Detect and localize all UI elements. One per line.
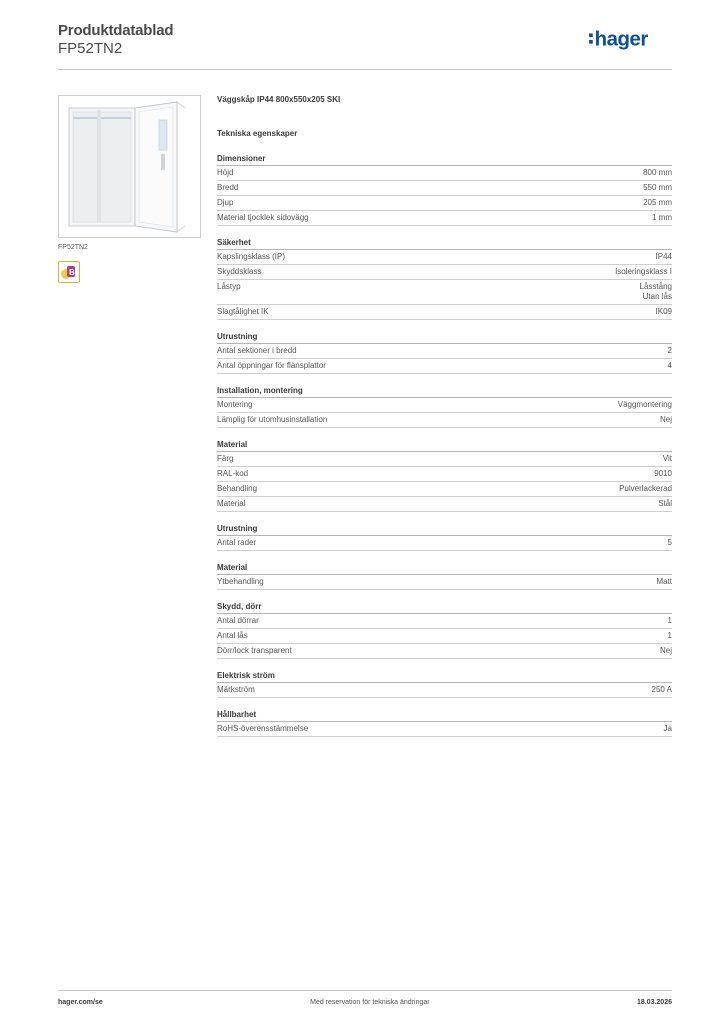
footer-disclaimer: Med reservation för tekniska ändringar — [310, 999, 430, 1006]
spec-row — [217, 575, 672, 590]
spec-value-line: 550 mm — [643, 183, 672, 192]
spec-value — [656, 577, 672, 587]
spec-row — [217, 413, 672, 428]
spec-group-title: Skydd, dörr — [217, 602, 672, 614]
spec-value — [643, 183, 672, 193]
spec-label: Skyddsklass — [217, 267, 262, 276]
spec-value-line: IP44 — [655, 252, 672, 261]
spec-group — [217, 563, 672, 590]
spec-label: Material — [217, 499, 246, 508]
page-footer — [58, 990, 672, 1006]
spec-value — [658, 499, 672, 509]
spec-row — [217, 614, 672, 629]
spec-groups — [217, 154, 672, 737]
spec-column — [217, 95, 672, 737]
spec-value — [640, 282, 672, 302]
product-code-heading: FP52TN2 — [58, 40, 123, 57]
spec-value — [618, 400, 672, 410]
spec-value-line: 9010 — [654, 469, 672, 478]
image-caption: FP52TN2 — [58, 244, 88, 251]
spec-value-line: Isoleringsklass I — [615, 267, 672, 276]
spec-value — [663, 454, 672, 464]
product-name: Väggskåp IP44 800x550x205 SKI — [217, 95, 341, 104]
spec-row — [217, 497, 672, 512]
spec-value — [660, 646, 672, 656]
spec-group — [217, 154, 672, 226]
spec-value-line: Utan lås — [642, 292, 672, 301]
spec-row — [217, 196, 672, 211]
spec-group-title: Utrustning — [217, 332, 672, 344]
spec-value — [668, 631, 672, 641]
spec-label: Lämplig för utomhusinstallation — [217, 415, 328, 424]
hager-logo[interactable] — [586, 26, 672, 52]
spec-label: Material tjocklek sidovägg — [217, 213, 309, 222]
spec-group — [217, 524, 672, 551]
spec-value-line: 5 — [667, 538, 672, 547]
spec-label: RAL-kod — [217, 469, 249, 478]
spec-value — [652, 213, 672, 223]
spec-group — [217, 440, 672, 512]
spec-value — [643, 168, 672, 178]
spec-label: Antal lås — [217, 631, 248, 640]
spec-row — [217, 398, 672, 413]
spec-group-title: Dimensioner — [217, 154, 672, 166]
spec-value — [660, 415, 672, 425]
spec-value — [643, 198, 672, 208]
spec-value-line: IK09 — [655, 307, 672, 316]
spec-value-line: Nej — [659, 646, 672, 655]
spec-value-line: Vit — [662, 454, 672, 463]
spec-value-line: 1 — [667, 616, 672, 625]
spec-group — [217, 386, 672, 428]
spec-label: Låstyp — [217, 282, 241, 291]
spec-label: Färg — [217, 454, 234, 463]
spec-group — [217, 332, 672, 374]
spec-value-line: 4 — [667, 361, 672, 370]
spec-value — [619, 484, 672, 494]
spec-group — [217, 238, 672, 320]
spec-label: Djup — [217, 198, 234, 207]
spec-group-title: Installation, montering — [217, 386, 672, 398]
spec-group — [217, 671, 672, 698]
spec-label: Slagtålighet IK — [217, 307, 269, 316]
spec-value-line: 1 mm — [652, 213, 672, 222]
product-image — [58, 95, 201, 238]
spec-value-line: 1 — [667, 631, 672, 640]
spec-row — [217, 482, 672, 497]
spec-value-line: Ja — [663, 724, 672, 733]
spec-value — [615, 267, 672, 277]
spec-label: Märkström — [217, 685, 255, 694]
page-header — [58, 22, 672, 70]
spec-value — [656, 307, 672, 317]
spec-row — [217, 265, 672, 280]
spec-value — [668, 361, 672, 371]
spec-row — [217, 722, 672, 737]
spec-row — [217, 166, 672, 181]
document-title: Produktdatablad — [58, 22, 174, 39]
spec-value-line: Matt — [656, 577, 672, 586]
spec-value-line: Stål — [658, 499, 672, 508]
spec-value-line: 205 mm — [643, 198, 672, 207]
spec-value-line: Låsstång — [639, 282, 672, 291]
specs-heading: Tekniska egenskaper — [217, 129, 298, 138]
logo-text: hager — [594, 28, 648, 51]
spec-group-title: Elektrisk ström — [217, 671, 672, 683]
spec-value — [668, 346, 672, 356]
spec-row — [217, 683, 672, 698]
spec-group-title: Utrustning — [217, 524, 672, 536]
spec-value-line: Väggmontering — [617, 400, 672, 409]
spec-value-line: 800 mm — [643, 168, 672, 177]
spec-group-title: Hållbarhet — [217, 710, 672, 722]
spec-value-line: 250 A — [651, 685, 672, 694]
eco-badge-icon — [58, 261, 80, 283]
spec-label: Montering — [217, 400, 253, 409]
spec-value — [668, 538, 672, 548]
spec-label: Kapslingsklass (IP) — [217, 252, 286, 261]
spec-value — [668, 616, 672, 626]
spec-row — [217, 211, 672, 226]
spec-value — [664, 724, 672, 734]
spec-label: Behandling — [217, 484, 258, 493]
spec-row — [217, 344, 672, 359]
spec-row — [217, 536, 672, 551]
spec-row — [217, 629, 672, 644]
spec-row — [217, 181, 672, 196]
spec-value — [652, 685, 672, 695]
spec-row — [217, 305, 672, 320]
product-visual-column — [58, 95, 201, 283]
spec-label: Antal rader — [217, 538, 257, 547]
spec-label: Antal öppningar för flänsplattor — [217, 361, 326, 370]
spec-label: Dörr/lock transparent — [217, 646, 292, 655]
spec-label: RoHS-överensstämmelse — [217, 724, 309, 733]
spec-label: Ytbehandling — [217, 577, 264, 586]
spec-label: Bredd — [217, 183, 239, 192]
spec-row — [217, 644, 672, 659]
footer-date: 18.03.2026 — [636, 999, 672, 1006]
svg-text:B: B — [69, 268, 75, 277]
spec-group-title: Material — [217, 563, 672, 575]
spec-row — [217, 452, 672, 467]
spec-row — [217, 250, 672, 265]
spec-row — [217, 359, 672, 374]
footer-website-link[interactable]: hager.com/se — [58, 999, 103, 1006]
spec-value-line: 2 — [667, 346, 672, 355]
spec-label: Antal sektioner i bredd — [217, 346, 297, 355]
spec-group-title: Material — [217, 440, 672, 452]
wall-cabinet-illustration — [59, 96, 200, 237]
spec-value — [656, 252, 672, 262]
spec-group — [217, 710, 672, 737]
spec-group — [217, 602, 672, 659]
spec-value-line: Nej — [659, 415, 672, 424]
spec-value-line: Pulverlackerad — [619, 484, 672, 493]
spec-group-title: Säkerhet — [217, 238, 672, 250]
spec-label: Antal dörrar — [217, 616, 259, 625]
spec-row — [217, 467, 672, 482]
spec-row — [217, 280, 672, 305]
spec-label: Höjd — [217, 168, 234, 177]
spec-value — [654, 469, 672, 479]
